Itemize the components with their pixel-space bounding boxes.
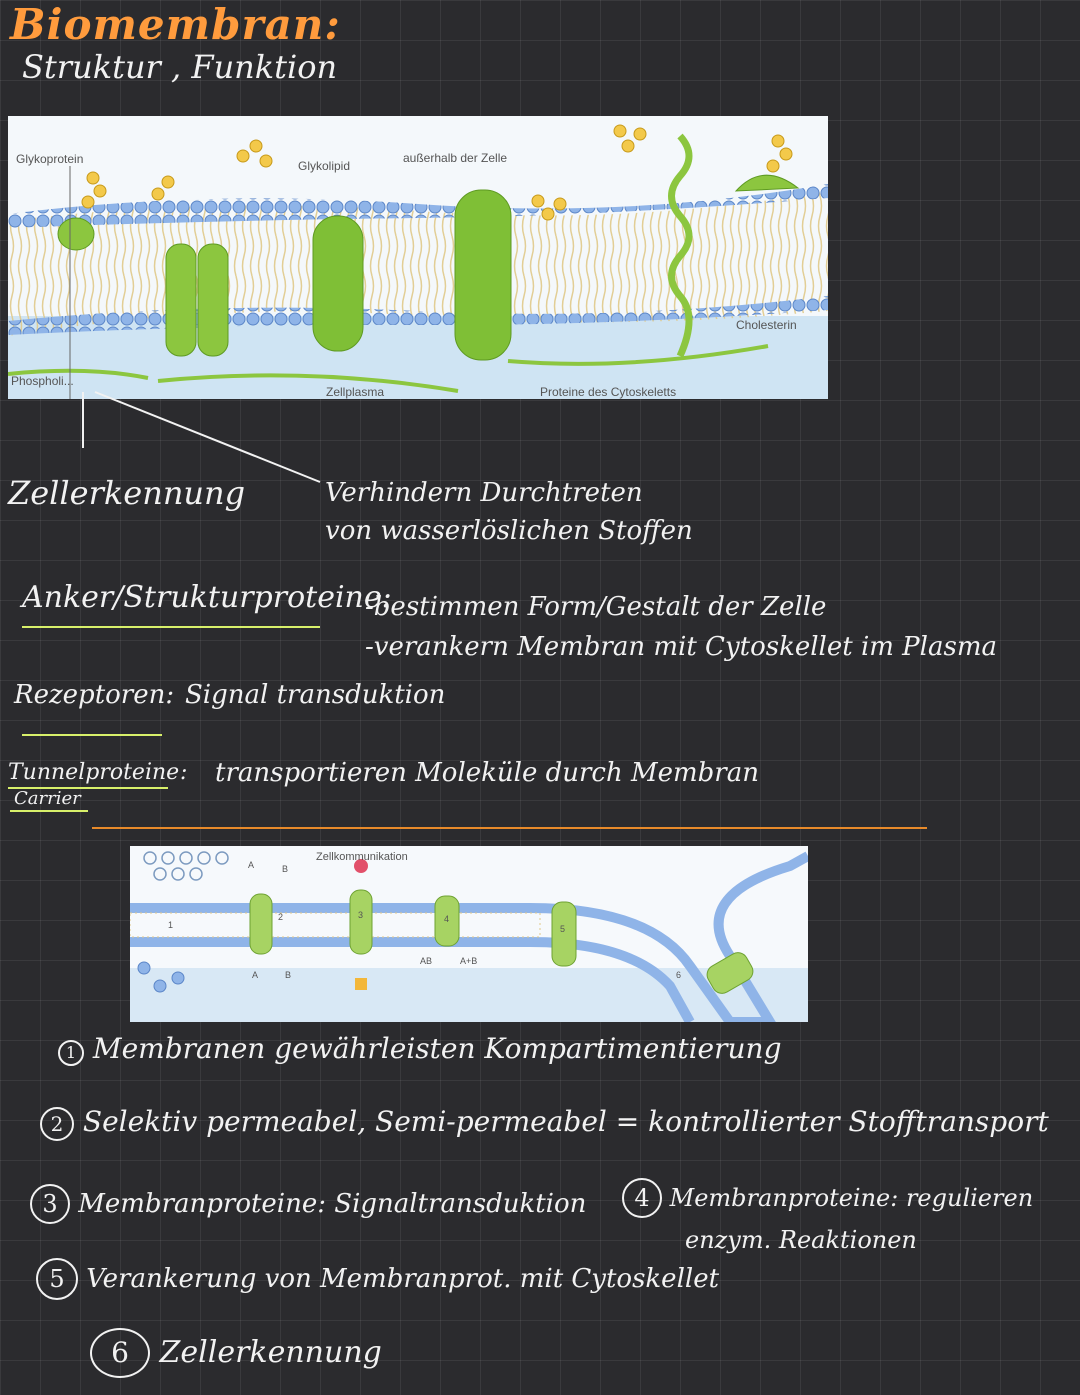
- functions-illustration: [130, 846, 808, 1022]
- tunnel-text: transportieren Moleküle durch Membran: [215, 758, 759, 788]
- label-a-plus-b: A+B: [460, 956, 478, 966]
- anker-underline: [22, 626, 320, 628]
- function-text-4b: enzym. Reaktionen: [685, 1226, 917, 1254]
- anker-item-1: -bestimmen Form/Gestalt der Zelle: [365, 592, 827, 622]
- page-subtitle: Struktur , Funktion: [22, 48, 338, 86]
- note-zellerkennung: Zellerkennung: [8, 474, 246, 512]
- function-item-3: [30, 1184, 586, 1224]
- label-phospholipid: Phospholi...: [11, 374, 74, 388]
- label-glykoprotein: Glykoprotein: [16, 152, 84, 166]
- label-b-bottom: B: [285, 970, 292, 980]
- function-number-5: 5: [36, 1258, 78, 1300]
- function-item-5: [36, 1258, 719, 1300]
- rezeptoren-underline: [22, 734, 162, 736]
- marker-5: 5: [560, 924, 566, 934]
- page-title: Biomembran:: [10, 0, 341, 49]
- function-number-1: 1: [58, 1040, 84, 1066]
- label-glykolipid: Glykolipid: [298, 159, 351, 173]
- function-text-5: Verankerung von Membranprot. mit Cytoskellet: [86, 1264, 720, 1294]
- membrane-functions-figure: [130, 846, 808, 1022]
- function-item-4: [622, 1178, 1033, 1218]
- function-number-4: 4: [622, 1178, 662, 1218]
- label-ab: AB: [420, 956, 433, 966]
- label-zellplasma: Zellplasma: [326, 385, 385, 399]
- anker-label: Anker/Strukturproteine:: [22, 580, 392, 615]
- note-verhindern-line2: von wasserlöslichen Stoffen: [325, 516, 693, 546]
- function-text-3: Membranproteine: Signaltransduktion: [78, 1189, 587, 1219]
- label-b-top: B: [282, 864, 289, 874]
- note-verhindern-line1: Verhindern Durchtreten: [325, 478, 643, 508]
- carrier-underline: [10, 810, 88, 812]
- function-item-1: [58, 1032, 782, 1066]
- label-zellkommunikation: Zellkommunikation: [316, 851, 408, 863]
- rezeptoren-text: Signal transduktion: [185, 680, 446, 710]
- function-number-2: 2: [40, 1107, 74, 1141]
- anker-item-2: -verankern Membran mit Cytoskellet im Plasma: [365, 632, 997, 662]
- function-text-6: Zellerkennung: [159, 1335, 382, 1370]
- marker-3: 3: [358, 910, 364, 920]
- function-item-2: [40, 1105, 1049, 1141]
- carrier-label: Carrier: [14, 788, 81, 809]
- marker-2: 2: [278, 912, 284, 922]
- function-text-1: Membranen gewährleisten Kompartimentierung: [92, 1032, 782, 1065]
- label-a-top: A: [248, 860, 255, 870]
- label-ausserhalb-der-zelle: außerhalb der Zelle: [403, 151, 508, 165]
- rezeptoren-label: Rezeptoren:: [14, 680, 175, 710]
- marker-1: 1: [168, 920, 174, 930]
- function-number-6: 6: [90, 1328, 150, 1378]
- function-text-2: Selektiv permeabel, Semi-permeabel = kontrollierter Stofftransport: [82, 1105, 1049, 1138]
- section-divider: [92, 827, 927, 829]
- tunnel-colon: :: [180, 760, 188, 785]
- label-cholesterin: Cholesterin: [736, 318, 797, 332]
- function-item-6: [90, 1328, 382, 1378]
- membrane-structure-figure: [8, 116, 828, 399]
- function-number-3: 3: [30, 1184, 70, 1224]
- marker-4: 4: [444, 914, 450, 924]
- tunnel-label: Tunnelproteine: [8, 760, 180, 785]
- label-cytoskelett: Proteine des Cytoskeletts: [540, 385, 677, 399]
- marker-6: 6: [676, 970, 682, 980]
- label-a-bottom: A: [252, 970, 259, 980]
- function-text-4: Membranproteine: regulieren: [669, 1184, 1034, 1212]
